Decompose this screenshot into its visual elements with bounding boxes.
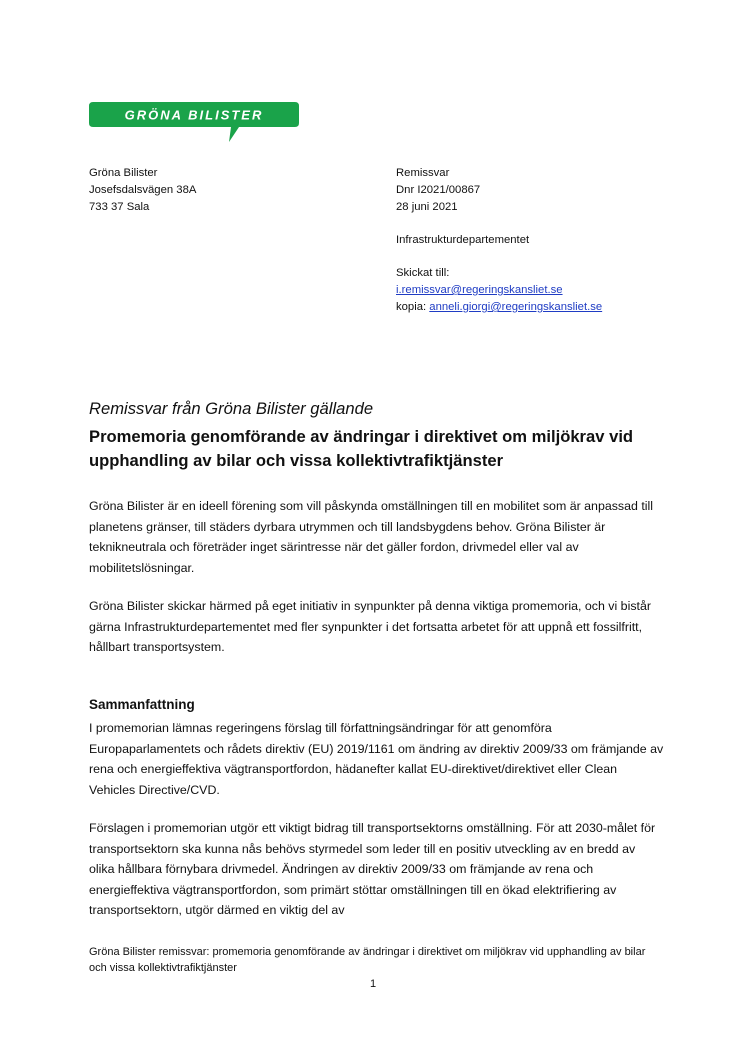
- sender-postal: 733 37 Sala: [89, 201, 150, 213]
- copy-label: kopia:: [396, 301, 430, 313]
- sent-to-label: Skickat till:: [396, 267, 450, 279]
- logo: [89, 102, 299, 144]
- sender-name: Gröna Bilister: [89, 167, 158, 179]
- page-number: 1: [369, 978, 377, 990]
- diary-number: Dnr I2021/00867: [396, 184, 481, 196]
- sender-street: Josefsdalsvägen 38A: [89, 184, 197, 196]
- copy-email-link[interactable]: anneli.giorgi@regeringskansliet.se: [429, 301, 603, 313]
- initiative-paragraph: Gröna Bilister skickar härmed på eget initiativ in synpunkter på denna viktiga promemoria, och vi bistår gärna Infrastrukturdepartementet med fler synpunkter i det fortsatta arbetet för att uppnå ett fossilfritt, hållbart transportsystem.: [89, 599, 651, 654]
- intro-paragraph: Gröna Bilister är en ideell förening som vill påskynda omställningen till en mobilitet som är anpassad till planetens gränser, till städers dyrbara utrymmen och till landsbygdens behov. Gröna Bilister är teknikneutrala och företräder inget särintresse när det gäller fordon, drivmedel eller val av mobilitetslösningar.: [89, 499, 654, 575]
- document-date: 28 juni 2021: [396, 201, 458, 213]
- heading-kicker: Remissvar från Gröna Bilister gällande: [89, 399, 374, 418]
- page-footer: Gröna Bilister remissvar: promemoria genomförande av ändringar i direktivet om miljökrav vid upphandling av bilar och vissa kollektivtrafiktjänster: [89, 946, 646, 974]
- logo-text: GRÖNA BILISTER: [124, 107, 264, 123]
- summary-paragraph-2: Förslagen i promemorian utgör ett viktigt bidrag till transportsektorns omställning. För att 2030-målet för transportsektorn ska kunna nås behövs styrmedel som leder till en positiv utveckling av en bredd av olika hållbara förnybara drivmedel. Ändringen av direktiv 2009/33 om främjande av rena och energieffektiva vägtransportfordon, som primärt stöttar omställningen till en ökad elektrifiering av transportsektorn, utgör därmed en viktig del av: [89, 821, 656, 917]
- logo-graphic: [89, 102, 299, 144]
- sender-address: [89, 165, 196, 216]
- document-title: Promemoria genomförande av ändringar i direktivet om miljökrav vid upphandling av bilar och vissa kollektivtrafiktjänster: [89, 427, 634, 470]
- document-meta: [396, 165, 602, 316]
- recipient: Infrastrukturdepartementet: [396, 234, 530, 246]
- sent-to-email-link[interactable]: i.remissvar@regeringskansliet.se: [396, 284, 563, 296]
- summary-paragraph-1: I promemorian lämnas regeringens förslag till författningsändringar för att genomföra Europaparlamentets och rådets direktiv (EU) 2019/1161 om ändring av direktiv 2009/33 om främjande av rena och energieffektiva vägtransportfordon, hädanefter kallat EU-direktivet/direktivet eller Clean Vehicles Directive/CVD.: [89, 721, 664, 797]
- document-type: Remissvar: [396, 167, 450, 179]
- section-title-summary: Sammanfattning: [89, 697, 195, 712]
- copy-line: [396, 299, 602, 316]
